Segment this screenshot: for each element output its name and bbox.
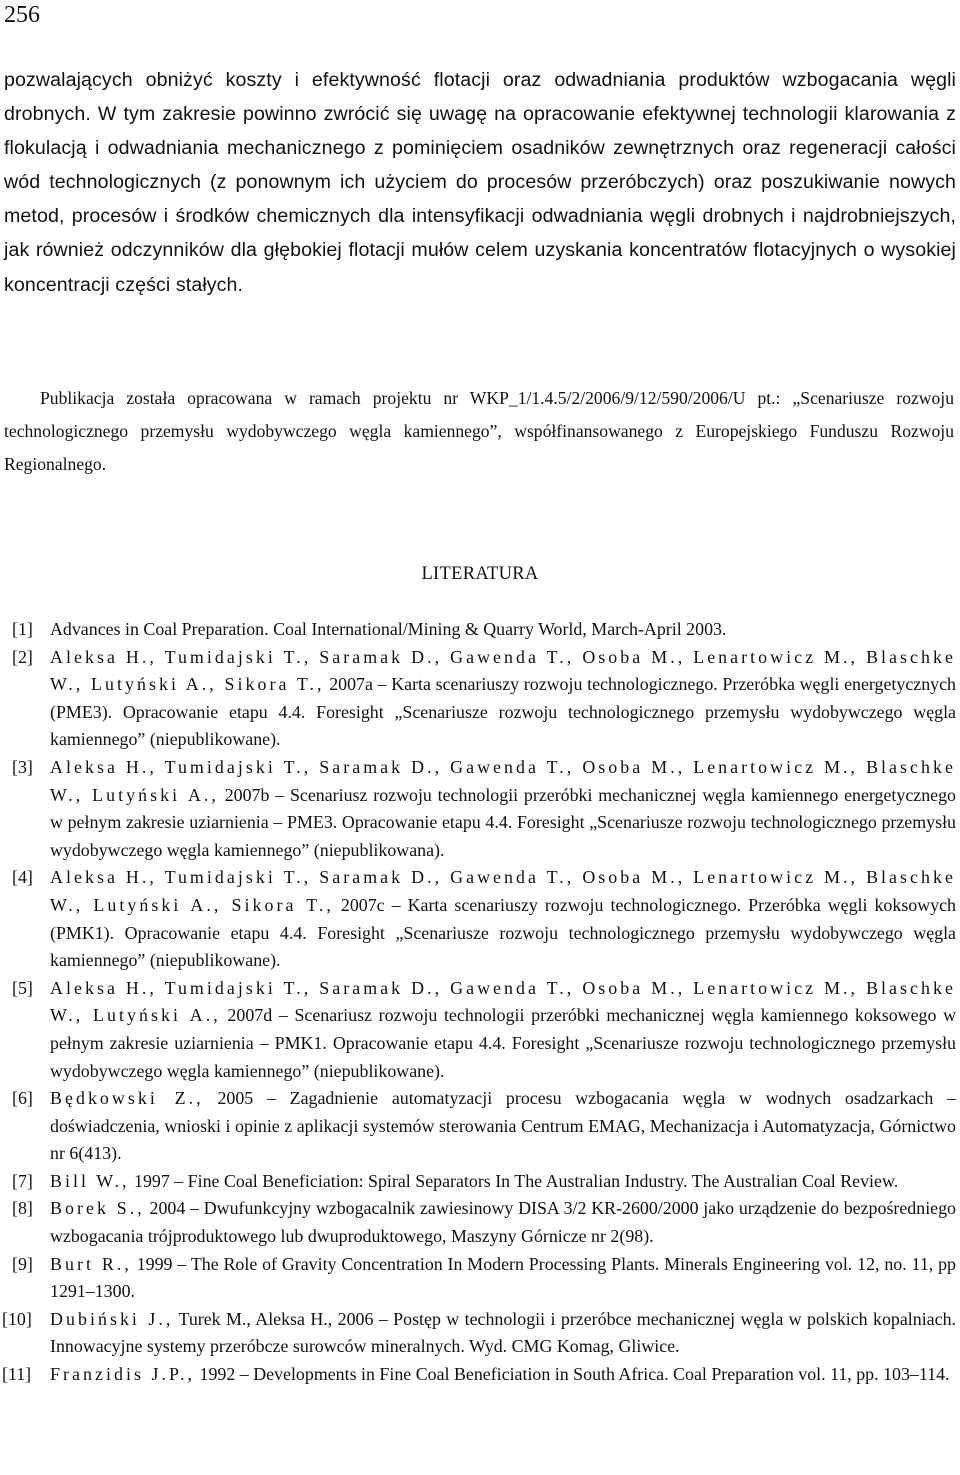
reference-number: [7]	[12, 1170, 33, 1191]
reference-item	[4, 1306, 956, 1361]
reference-authors: Aleksa H., Tumidajski T., Saramak D., Gawenda T., Osoba M., Lenartowicz M., Blaschke W., Lutyński A., Sikora T.,	[50, 867, 956, 915]
reference-number: [4]	[12, 867, 33, 888]
reference-text: Advances in Coal Preparation. Coal International/Mining & Quarry World, March-April 2003.	[50, 619, 727, 639]
page-number: 256	[4, 2, 40, 28]
reference-text: Turek M., Aleksa H., 2006 – Postęp w technologii i przeróbce mechanicznej węgla w polskich kopalniach. Innowacyjne systemy przeróbcze surowców mineralnych. Wyd. CMG Komag, Gliwice.	[50, 1308, 956, 1357]
body-paragraph: pozwalających obniżyć koszty i efektywność flotacji oraz odwadniania produktów wzbogacania węgli drobnych. W tym zakresie powinno zwrócić się uwagę na opracowanie efektywnej technologii klarowania z flokulacją i odwadniania mechanicznego z pominięciem osadników zewnętrznych oraz regeneracji całości wód technologicznych (z ponownym ich użyciem do procesów przeróbczych) oraz poszukiwanie nowych metod, procesów i środków chemicznych dla intensyfikacji odwadniania węgli drobnych i najdrobniejszych, jak również odczynników dla głębokiej flotacji mułów celem uzyskania koncentratów flotacyjnych o wysokiej koncentracji części stałych.	[4, 69, 956, 296]
reference-number: [11]	[2, 1364, 32, 1385]
reference-authors: Franzidis J.P.,	[50, 1364, 196, 1385]
reference-number: [3]	[12, 756, 33, 777]
reference-authors: Burt R.,	[50, 1253, 132, 1274]
reference-item	[4, 616, 956, 644]
reference-authors: Będkowski Z.,	[50, 1088, 204, 1109]
reference-list	[4, 616, 956, 1389]
reference-authors: Dubiński J.,	[50, 1308, 174, 1329]
literature-heading: LITERATURA	[421, 564, 539, 584]
reference-authors: Aleksa H., Tumidajski T., Saramak D., Gawenda T., Osoba M., Lenartowicz M., Blaschke W., Lutyński A.,	[50, 977, 956, 1026]
reference-item	[4, 1085, 956, 1168]
reference-item	[4, 1361, 956, 1389]
reference-item	[4, 1195, 956, 1250]
reference-number: [5]	[12, 977, 33, 998]
reference-item	[4, 644, 956, 754]
funding-note: Publikacja została opracowana w ramach projektu nr WKP_1/1.4.5/2/2006/9/12/590/2006/U pt.: „Scenariusze rozwoju technologicznego przemysłu wydobywczego węgla kamiennego”, współfinansowanego z Europejskiego Funduszu Rozwoju Regionalnego.	[4, 388, 954, 475]
reference-text: 1997 – Fine Coal Beneficiation: Spiral Separators In The Australian Industry. The Australian Coal Review.	[129, 1170, 899, 1191]
reference-number: [10]	[2, 1308, 32, 1329]
reference-text: 2007c – Karta scenariuszy rozwoju technologicznego. Przeróbka węgli koksowych (PMK1). Opracowanie etapu 4.4. Foresight „Scenariusze rozwoju technologicznego przemysłu wydobywczego węgla kamiennego” (niepublikowane).	[50, 894, 956, 971]
reference-text: 2007d – Scenariusz rozwoju technologii przeróbki mechanicznej węgla kamiennego koksowego w pełnym zakresie uziarnienia – PMK1. Opracowanie etapu 4.4. Foresight „Scenariusze rozwoju technologicznego przemysłu wydobywczego węgla kamiennego” (niepublikowane).	[50, 1005, 957, 1081]
reference-text: 2007a – Karta scenariuszy rozwoju technologicznego. Przeróbka węgli energetycznych (PME3). Opracowanie etapu 4.4. Foresight „Scenariusze rozwoju technologicznego przemysłu wydobywczego węgla kamiennego” (niepublikowane).	[50, 674, 956, 750]
reference-authors: Aleksa H., Tumidajski T., Saramak D., Gawenda T., Osoba M., Lenartowicz M., Blaschke W., Lutyński A., Sikora T.,	[50, 646, 956, 695]
reference-item	[4, 1168, 956, 1196]
reference-text: 2005 – Zagadnienie automatyzacji procesu wzbogacania węgla w wodnych osadzarkach – doświadczenia, wnioski i opinie z aplikacji systemów sterowania Centrum EMAG, Mechanizacja i Automatyzacja, Górnictwo nr 6(413).	[50, 1088, 957, 1164]
reference-text: 2007b – Scenariusz rozwoju technologii przeróbki mechanicznej węgla kamiennego energetycznego w pełnym zakresie uziarnienia – PME3. Opracowanie etapu 4.4. Foresight „Scenariusze rozwoju technologicznego przemysłu wydobywczego węgla kamiennego” (niepublikowana).	[50, 784, 957, 860]
reference-number: [9]	[12, 1253, 33, 1274]
reference-authors: Bill W.,	[50, 1170, 130, 1191]
reference-item	[4, 864, 956, 974]
reference-authors: Aleksa H., Tumidajski T., Saramak D., Gawenda T., Osoba M., Lenartowicz M., Blaschke W., Lutyński A.,	[50, 756, 956, 805]
reference-number: [6]	[12, 1088, 33, 1109]
reference-authors: Borek S.,	[50, 1198, 145, 1219]
reference-number: [8]	[12, 1198, 33, 1219]
reference-item	[4, 1251, 956, 1306]
reference-item	[4, 754, 956, 864]
body-text	[4, 63, 956, 302]
reference-text: 1999 – The Role of Gravity Concentration In Modern Processing Plants. Minerals Engineering vol. 12, no. 11, pp 1291–1300.	[50, 1253, 956, 1302]
reference-text: 2004 – Dwufunkcyjny wzbogacalnik zawiesinowy DISA 3/2 KR-2600/2000 jako urządzenie do bezpośredniego wzbogacania trójproduktowego lub dwuproduktowego, Maszyny Górnicze nr 2(98).	[50, 1198, 956, 1247]
reference-text: 1992 – Developments in Fine Coal Beneficiation in South Africa. Coal Preparation vol. 11, pp. 103–114.	[195, 1364, 950, 1385]
reference-number: [1]	[12, 619, 33, 639]
reference-item	[4, 975, 956, 1085]
reference-number: [2]	[12, 646, 33, 667]
